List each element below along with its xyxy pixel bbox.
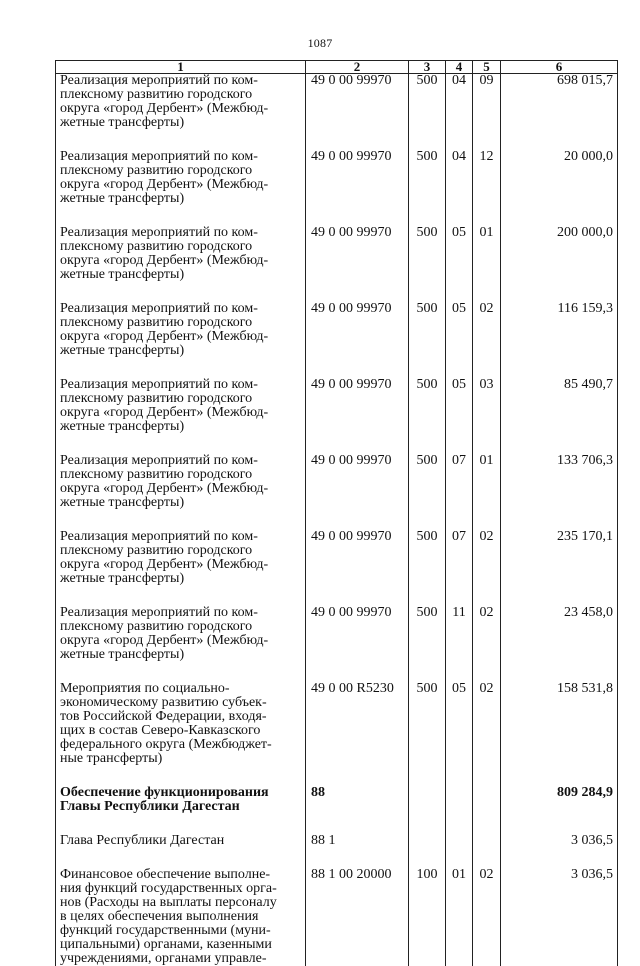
cell-col-3: 500 <box>409 226 446 302</box>
cell-col-5: 03 <box>473 378 501 454</box>
cell-col-3 <box>409 834 446 868</box>
cell-col-5 <box>473 786 501 834</box>
cell-code: 49 0 00 99970 <box>306 226 409 302</box>
cell-name: Реализация мероприятий по ком- плексному развитию городского округа «город Дербент» (Межбюд- жетные трансферты) <box>56 302 306 378</box>
table-row <box>56 74 618 151</box>
cell-name: Обеспечение функционирования Главы Республики Дагестан <box>56 786 306 834</box>
cell-amount: 133 706,3 <box>501 454 618 530</box>
cell-col-4: 05 <box>446 302 473 378</box>
cell-amount: 235 170,1 <box>501 530 618 606</box>
cell-name: Финансовое обеспечение выполне- ния функций государственных орга- нов (Расходы на выплаты персоналу в целях обеспечения выполнения функций государственными (муни- ципальными) органами, казенными учреждениями, органами управле- <box>56 868 306 966</box>
table-row <box>56 454 618 530</box>
table-row <box>56 682 618 786</box>
cell-col-3: 500 <box>409 378 446 454</box>
cell-code: 49 0 00 99970 <box>306 302 409 378</box>
cell-name: Реализация мероприятий по ком- плексному развитию городского округа «город Дербент» (Межбюд- жетные трансферты) <box>56 530 306 606</box>
cell-name: Глава Республики Дагестан <box>56 834 306 868</box>
cell-col-3: 500 <box>409 530 446 606</box>
table-row <box>56 302 618 378</box>
header-row <box>56 61 618 74</box>
cell-col-3: 500 <box>409 150 446 226</box>
cell-col-4 <box>446 786 473 834</box>
table-body <box>56 74 618 966</box>
cell-col-5: 02 <box>473 606 501 682</box>
cell-code: 88 1 <box>306 834 409 868</box>
cell-col-5: 09 <box>473 74 501 151</box>
table-row <box>56 150 618 226</box>
cell-col-5: 02 <box>473 868 501 966</box>
table-row <box>56 868 618 966</box>
cell-code: 88 <box>306 786 409 834</box>
cell-amount: 3 036,5 <box>501 868 618 966</box>
cell-col-5: 02 <box>473 530 501 606</box>
cell-code: 49 0 00 99970 <box>306 454 409 530</box>
header-col-6: 6 <box>501 61 618 74</box>
cell-col-4: 07 <box>446 530 473 606</box>
cell-name: Реализация мероприятий по ком- плексному развитию городского округа «город Дербент» (Межбюд- жетные трансферты) <box>56 378 306 454</box>
cell-col-5: 01 <box>473 226 501 302</box>
cell-col-5: 02 <box>473 682 501 786</box>
table-row <box>56 786 618 834</box>
cell-name: Реализация мероприятий по ком- плексному развитию городского округа «город Дербент» (Межбюд- жетные трансферты) <box>56 74 306 151</box>
cell-name: Реализация мероприятий по ком- плексному развитию городского округа «город Дербент» (Межбюд- жетные трансферты) <box>56 150 306 226</box>
cell-name: Реализация мероприятий по ком- плексному развитию городского округа «город Дербент» (Межбюд- жетные трансферты) <box>56 454 306 530</box>
cell-code: 49 0 00 99970 <box>306 530 409 606</box>
cell-code: 49 0 00 R5230 <box>306 682 409 786</box>
header-col-1: 1 <box>56 61 306 74</box>
cell-col-5 <box>473 834 501 868</box>
page-number: 1087 <box>0 36 640 51</box>
cell-col-4: 05 <box>446 378 473 454</box>
cell-amount: 200 000,0 <box>501 226 618 302</box>
cell-amount: 3 036,5 <box>501 834 618 868</box>
cell-col-4: 05 <box>446 682 473 786</box>
cell-amount: 85 490,7 <box>501 378 618 454</box>
cell-col-3: 100 <box>409 868 446 966</box>
cell-amount: 20 000,0 <box>501 150 618 226</box>
cell-col-4: 05 <box>446 226 473 302</box>
table-row <box>56 530 618 606</box>
cell-col-4: 01 <box>446 868 473 966</box>
cell-col-3: 500 <box>409 74 446 151</box>
budget-table <box>55 60 618 966</box>
cell-col-4 <box>446 834 473 868</box>
header-col-5: 5 <box>473 61 501 74</box>
cell-col-4: 04 <box>446 74 473 151</box>
table-row <box>56 378 618 454</box>
cell-col-5: 02 <box>473 302 501 378</box>
cell-code: 49 0 00 99970 <box>306 150 409 226</box>
cell-col-4: 07 <box>446 454 473 530</box>
cell-code: 88 1 00 20000 <box>306 868 409 966</box>
table-row <box>56 226 618 302</box>
cell-col-4: 04 <box>446 150 473 226</box>
cell-code: 49 0 00 99970 <box>306 378 409 454</box>
cell-col-3: 500 <box>409 606 446 682</box>
cell-col-5: 01 <box>473 454 501 530</box>
cell-amount: 809 284,9 <box>501 786 618 834</box>
cell-name: Реализация мероприятий по ком- плексному развитию городского округа «город Дербент» (Межбюд- жетные трансферты) <box>56 226 306 302</box>
header-col-3: 3 <box>409 61 446 74</box>
cell-amount: 116 159,3 <box>501 302 618 378</box>
cell-name: Мероприятия по социально- экономическому развитию субъек- тов Российской Федерации, входя- щих в состав Северо-Кавказского федерального округа (Межбюджет- ные трансферты) <box>56 682 306 786</box>
table-row <box>56 606 618 682</box>
table-row <box>56 834 618 868</box>
cell-col-3: 500 <box>409 682 446 786</box>
cell-col-3 <box>409 786 446 834</box>
cell-col-3: 500 <box>409 454 446 530</box>
cell-code: 49 0 00 99970 <box>306 74 409 151</box>
header-col-2: 2 <box>306 61 409 74</box>
cell-name: Реализация мероприятий по ком- плексному развитию городского округа «город Дербент» (Межбюд- жетные трансферты) <box>56 606 306 682</box>
cell-amount: 158 531,8 <box>501 682 618 786</box>
cell-code: 49 0 00 99970 <box>306 606 409 682</box>
cell-amount: 23 458,0 <box>501 606 618 682</box>
cell-col-4: 11 <box>446 606 473 682</box>
header-col-4: 4 <box>446 61 473 74</box>
cell-col-5: 12 <box>473 150 501 226</box>
cell-amount: 698 015,7 <box>501 74 618 151</box>
cell-col-3: 500 <box>409 302 446 378</box>
